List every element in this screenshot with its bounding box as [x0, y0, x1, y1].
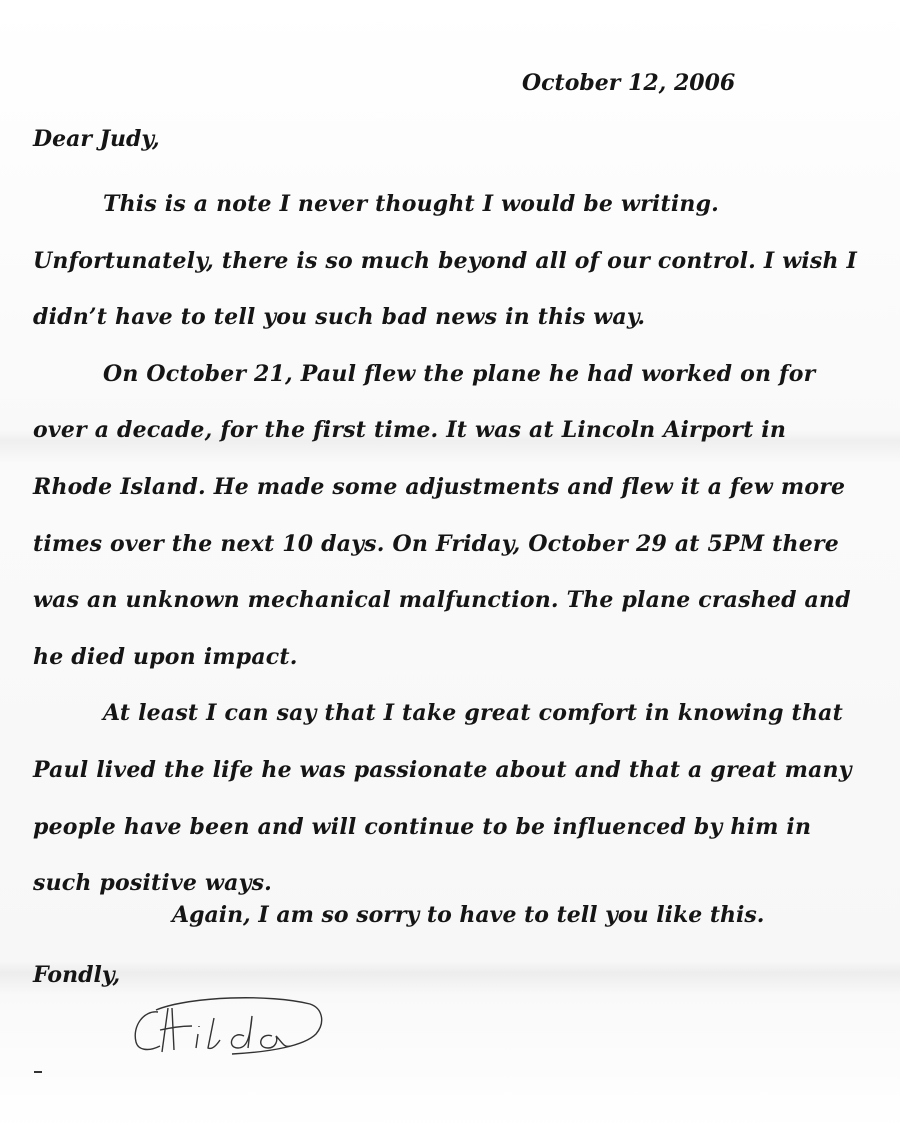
- handwritten-signature: [120, 990, 330, 1070]
- stray-mark: [34, 1071, 42, 1073]
- letter-date: October 12, 2006: [522, 70, 736, 96]
- paragraph-2: On October 21, Paul flew the plane he had worked on for over a decade, for the first time. It was at Lincoln Airport in Rhode Island. He made some adjustments and flew it a few more times over the next 10 days. On Friday, October 29 at 5PM there was an unknown mechanical malfunction. The plane crashed and he died upon impact.: [33, 360, 851, 670]
- salutation: Dear Judy,: [33, 126, 160, 152]
- signoff: Fondly,: [33, 962, 121, 988]
- paragraph-1: This is a note I never thought I would be writing. Unfortunately, there is so much beyond all of our control. I wish I didn’t have to tell you such bad news in this way.: [33, 191, 858, 331]
- paragraph-3: At least I can say that I take great comfort in knowing that Paul lived the life he was passionate about and that a great many people have been and will continue to be influenced by him in such positive ways.: [33, 700, 852, 897]
- letter-body: [33, 176, 863, 912]
- closing-line: Again, I am so sorry to have to tell you like this.: [172, 902, 765, 928]
